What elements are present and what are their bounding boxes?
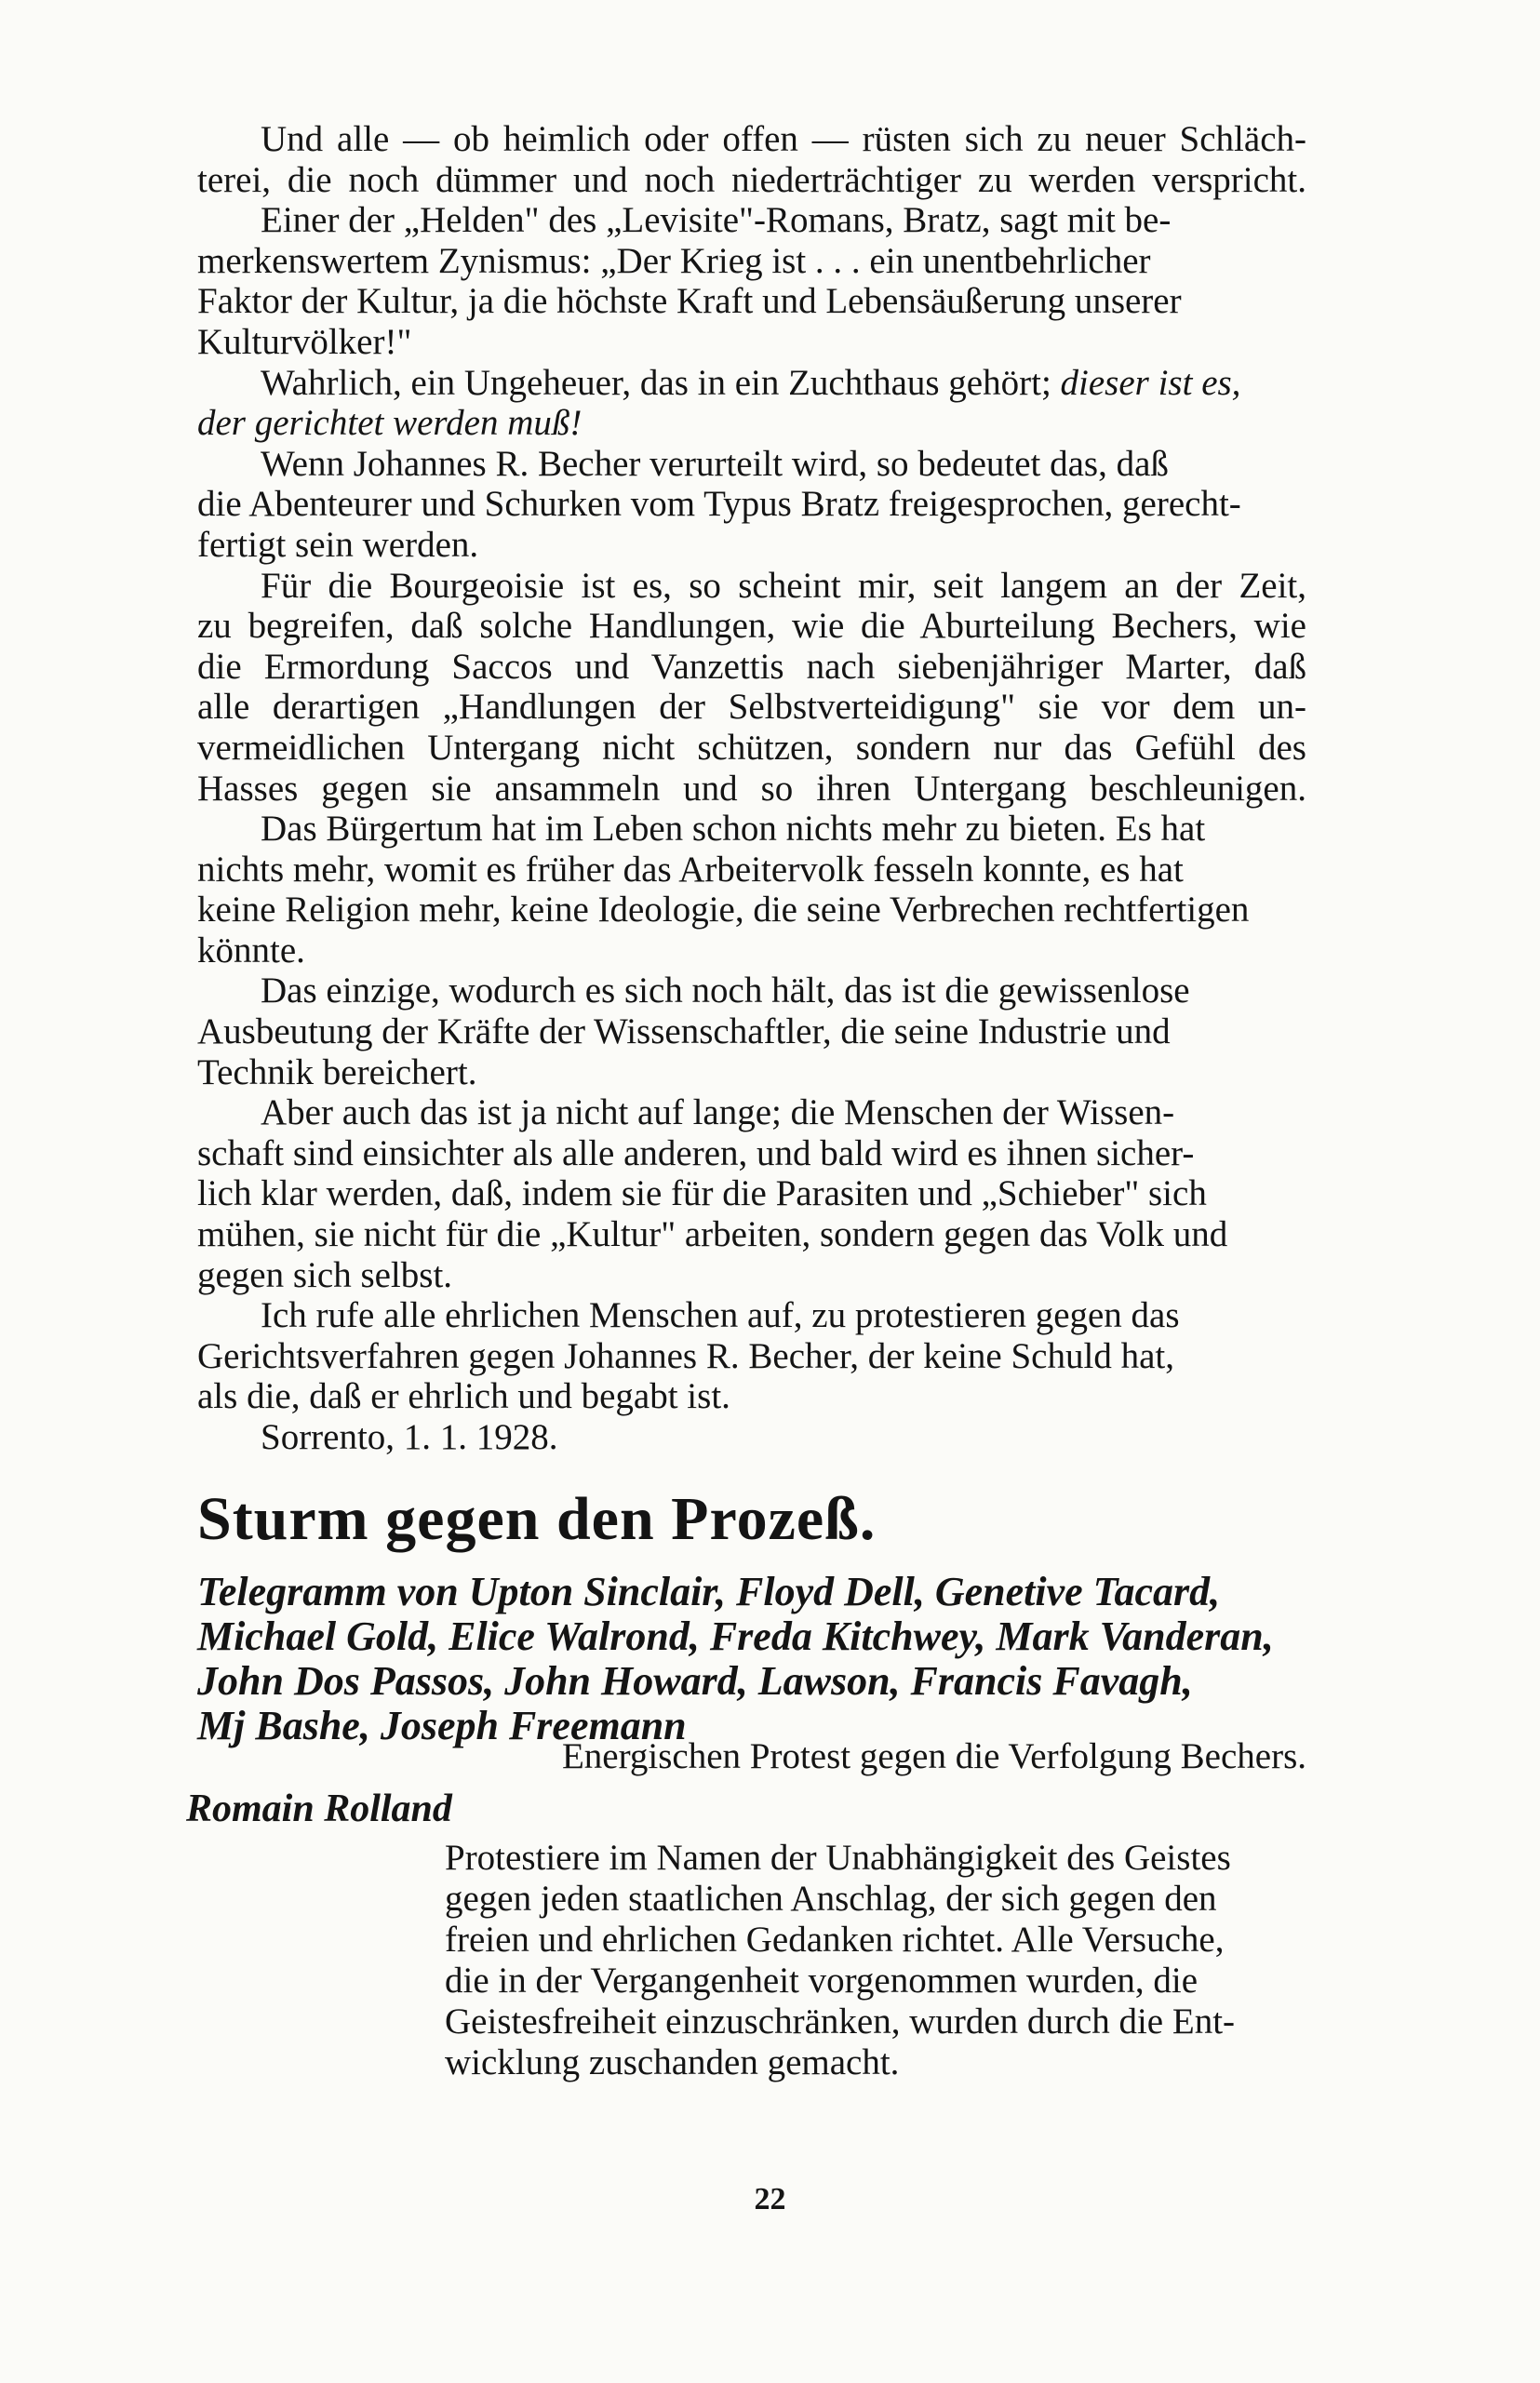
- paragraph: Für die Bourgeoisie ist es, so scheint mir, seit langem an der Zeit, zu begreifen, daß solche Handlungen, wie die Aburteilung Bechers, wie die Ermordung Saccos und Vanzettis nach siebenjähriger Marter, daß alle derartigen „Handlungen der Selbstverteidigung" sie vor dem un- vermeidlichen Untergang nicht schützen, sondern nur das Gefühl des Hasses gegen sie ansammeln und so ihren Untergang beschleunigen.: [197, 565, 1306, 809]
- rolland-name: Romain Rolland: [186, 1787, 452, 1830]
- dateline: Sorrento, 1. 1. 1928.: [261, 1417, 558, 1457]
- telegram-text: Energischen Protest gegen die Verfolgung Bechers.: [561, 1736, 1306, 1776]
- paragraph: Wenn Johannes R. Becher verurteilt wird, so bedeutet das, daß die Abenteurer und Schurken vom Typus Bratz freigesprochen, gerecht- fertigt sein werden.: [197, 443, 1241, 565]
- emphasis: dieser ist es,: [1060, 362, 1241, 403]
- paragraph: Wahrlich, ein Ungeheuer, das in ein Zuchthaus gehört; dieser ist es, der gerichtet werden muß!: [197, 362, 1241, 444]
- rolland-statement: Protestiere im Namen der Unabhängigkeit des Geistes gegen jeden staatlichen Anschlag, der sich gegen den freien und ehrlichen Gedanken richtet. Alle Versuche, die in der Vergangenheit vorgenommen wurden, die Geistesfreiheit einzuschränken, wurden durch die Ent- wicklung zuschanden gemacht.: [445, 1838, 1236, 2082]
- paragraph: Aber auch das ist ja nicht auf lange; die Menschen der Wissen- schaft sind einsichter als alle anderen, und bald wird es ihnen sicher- lich klar werden, daß, indem sie für die Parasiten und „Schieber" sich mühen, sie nicht für die „Kultur" arbeiten, sondern gegen das Volk und gegen sich selbst.: [197, 1092, 1228, 1295]
- paragraph: Ich rufe alle ehrlichen Menschen auf, zu protestieren gegen das Gerichtsverfahren gegen Johannes R. Becher, der keine Schuld hat, als die, daß er ehrlich und begabt ist.: [197, 1295, 1180, 1417]
- main-text: [197, 119, 1306, 1458]
- page-number: 22: [754, 2182, 786, 2216]
- section-title: Sturm gegen den Prozeß.: [197, 1485, 877, 1553]
- emphasis: der gerichtet werden muß!: [197, 403, 583, 444]
- paragraph: Das Bürgertum hat im Leben schon nichts mehr zu bieten. Es hat nichts mehr, womit es früher das Arbeitervolk fesseln konnte, es hat keine Religion mehr, keine Ideologie, die seine Verbrechen rechtfertigen könnte.: [197, 809, 1250, 971]
- paragraph: Einer der „Helden" des „Levisite"-Romans, Bratz, sagt mit be- merkenswertem Zynismus: „Der Krieg ist . . . ein unentbehrlicher Faktor der Kultur, ja die höchste Kraft und Lebensäußerung unserer Kulturvölker!": [197, 200, 1182, 362]
- telegram-senders: Telegramm von Upton Sinclair, Floyd Dell, Genetive Tacard, Michael Gold, Elice Walrond, Freda Kitchwey, Mark Vanderan, John Dos Passos, John Howard, Lawson, Francis Favagh, Mj Bashe, Joseph Freemann: [197, 1569, 1274, 1748]
- paragraph: Das einzige, wodurch es sich noch hält, das ist die gewissenlose Ausbeutung der Kräfte der Wissenschaftler, die seine Industrie und Technik bereichert.: [197, 971, 1190, 1092]
- paragraph: Und alle — ob heimlich oder offen — rüsten sich zu neuer Schläch- terei, die noch dümmer und noch niederträchtiger zu werden verspricht.: [197, 119, 1306, 200]
